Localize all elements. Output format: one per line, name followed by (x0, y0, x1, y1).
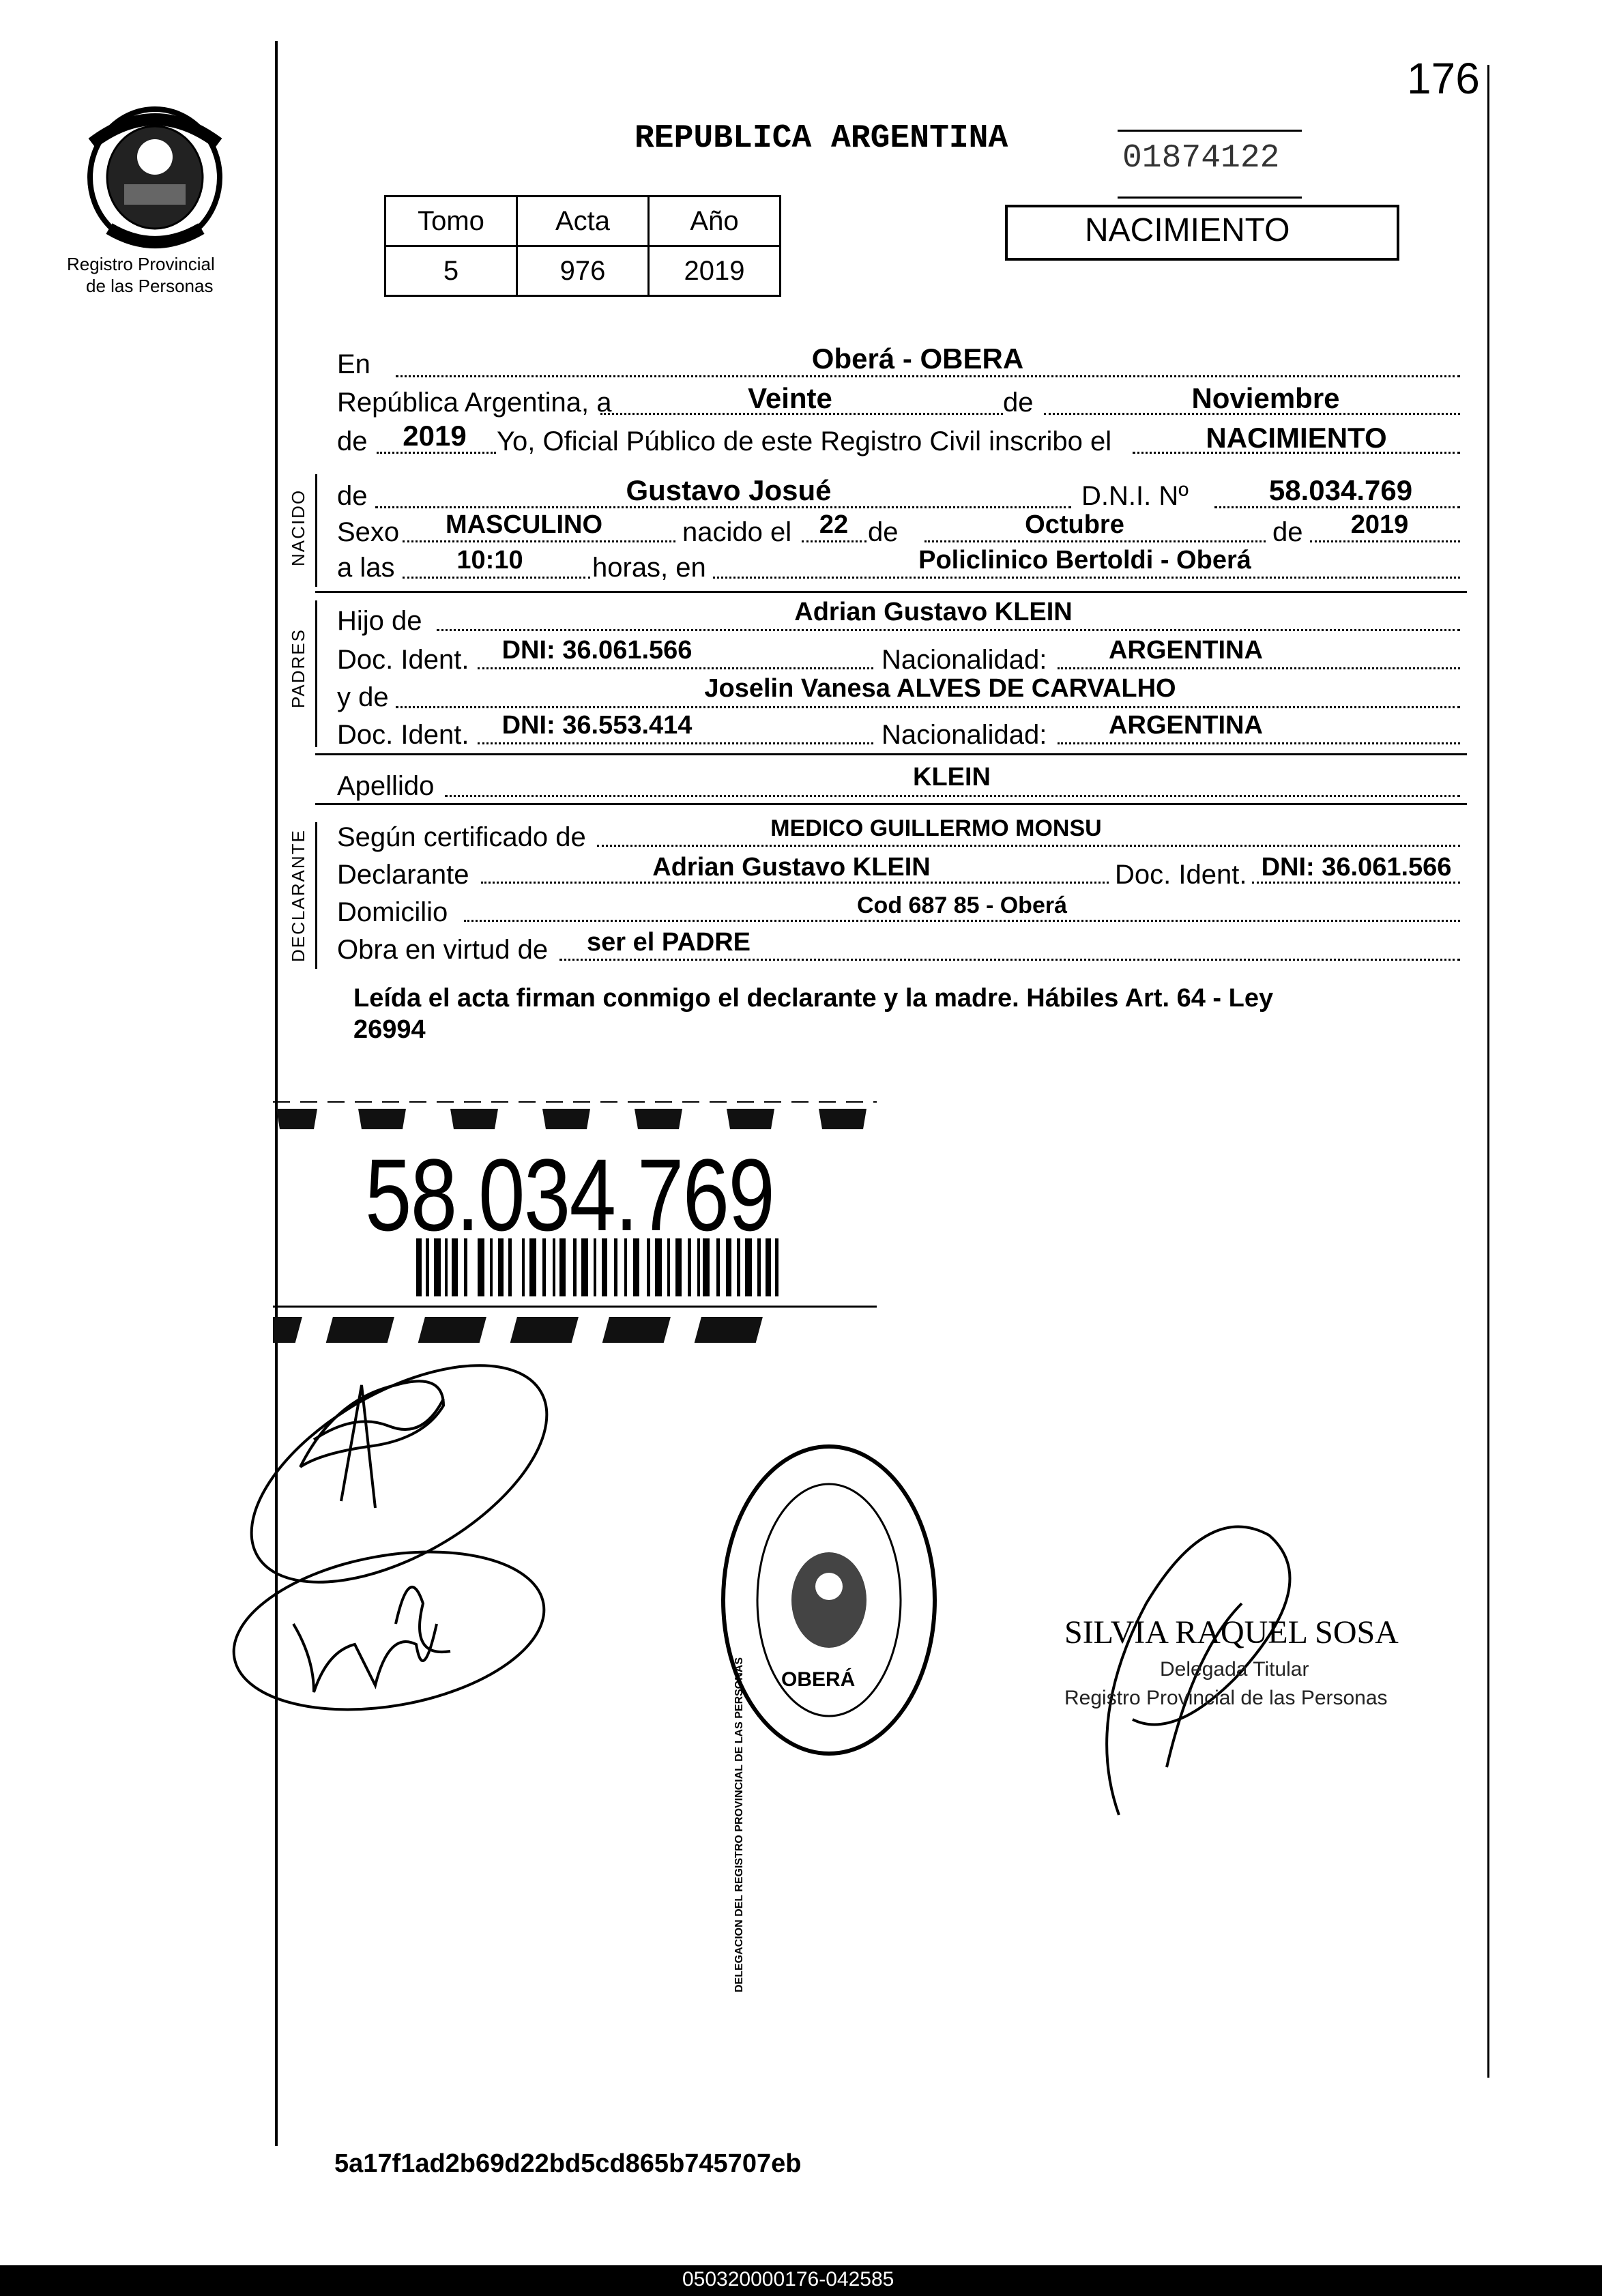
nacido-el-label: nacido el (682, 517, 792, 547)
declarante-bracket (315, 822, 317, 969)
apellido-label: Apellido (337, 771, 435, 801)
decl-label: Declarante (337, 860, 469, 890)
registry-label-2: de las Personas (86, 276, 214, 296)
de-label-1: de (1003, 388, 1034, 418)
country-title: REPUBLICA ARGENTINA (635, 120, 1008, 157)
office-seal-city: OBERÁ (781, 1668, 856, 1691)
registered: NACIMIENTO (1206, 422, 1387, 454)
dni-label: D.N.I. Nº (1081, 481, 1189, 511)
father-doc: DNI: 36.061.566 (501, 636, 693, 665)
nacido-de-label-2: de (868, 517, 899, 547)
ref-value-tomo: 5 (385, 246, 517, 296)
en-dots (396, 375, 1460, 377)
mother-doc-label: Doc. Ident. (337, 720, 469, 750)
ref-header-tomo: Tomo (385, 197, 517, 246)
dom-value: Cod 687 85 - Oberá (856, 892, 1068, 918)
sexo-dots (403, 540, 675, 542)
place: Oberá - OBERA (811, 343, 1024, 375)
obra-label: Obra en virtud de (337, 935, 549, 965)
ref-header-ano: Año (649, 197, 781, 246)
official-name: SILVIA RAQUEL SOSA (1064, 1614, 1399, 1651)
mother-nac-label: Nacionalidad: (882, 720, 1047, 750)
mother-nationality: ARGENTINA (1109, 711, 1263, 740)
act-type: NACIMIENTO (1085, 212, 1290, 248)
father-nationality: ARGENTINA (1109, 636, 1263, 665)
ref-header-acta: Acta (517, 197, 649, 246)
apellido-dots (445, 795, 1460, 797)
birth-place: Policlinico Bertoldi - Oberá (918, 546, 1251, 575)
dom-label: Domicilio (337, 897, 448, 927)
ref-table (384, 195, 781, 297)
obra-dots (559, 959, 1460, 961)
mother-doc-dots (478, 742, 873, 744)
right-margin-line (1487, 65, 1489, 2078)
hijo-label: Hijo de (337, 606, 422, 636)
closing-line-2: 26994 (353, 1015, 426, 1044)
obra-value: ser el PADRE (586, 928, 751, 957)
birth-month: Octubre (1025, 510, 1124, 539)
horas-label: horas, en (592, 553, 706, 583)
republica-label: República Argentina, a (337, 388, 612, 418)
ref-value-ano: 2019 (649, 246, 781, 296)
birth-day: 22 (819, 510, 849, 539)
de-label-2: de (337, 426, 368, 456)
father-doc-label: Doc. Ident. (337, 645, 469, 675)
padres-section-label: PADRES (288, 628, 308, 708)
month: Noviembre (1191, 382, 1340, 414)
padres-divider (315, 753, 1467, 755)
closing-line-1: Leída el acta firman conmigo el declarante y la madre. Hábiles Art. 64 - Ley (353, 984, 1274, 1013)
nacido-bracket (315, 474, 317, 587)
sticker-number: 58.034.769 (365, 1137, 774, 1252)
bmonth-dots (924, 540, 1266, 542)
bday-dots (802, 540, 866, 542)
cert-value: MEDICO GUILLERMO MONSU (770, 815, 1102, 841)
bplace-dots (713, 577, 1460, 579)
birth-time: 10:10 (456, 546, 523, 575)
sexo: MASCULINO (445, 510, 603, 539)
dom-dots (464, 920, 1460, 922)
decl-doc-label: Doc. Ident. (1115, 860, 1247, 890)
cert-dots (597, 845, 1460, 847)
official-office: Registro Provincial de las Personas (1064, 1687, 1388, 1709)
decl-value: Adrian Gustavo KLEIN (652, 853, 931, 882)
nacido-section-label: NACIDO (288, 489, 308, 566)
mother-doc: DNI: 36.553.414 (501, 711, 693, 740)
document-hash: 5a17f1ad2b69d22bd5cd865b745707eb (334, 2149, 802, 2178)
official-title: Delegada Titular (1160, 1658, 1309, 1681)
apellido-value: KLEIN (913, 763, 991, 791)
year: 2019 (403, 420, 467, 452)
mother-nat-dots (1058, 742, 1460, 744)
province-seal (82, 102, 229, 249)
padres-bracket (315, 600, 317, 747)
cert-label: Según certificado de (337, 822, 586, 852)
mother-dots (396, 706, 1460, 708)
birth-year: 2019 (1350, 510, 1409, 539)
declarante-section-label: DECLARANTE (288, 829, 308, 962)
footer-code: 050320000176-042585 (682, 2268, 894, 2291)
child-name: Gustavo Josué (626, 474, 832, 506)
nacido-divider (315, 591, 1467, 593)
decl-doc: DNI: 36.061.566 (1261, 853, 1452, 882)
sexo-label: Sexo (337, 517, 400, 547)
father-dots (437, 629, 1460, 631)
byear-dots (1310, 540, 1460, 542)
father-doc-dots (478, 667, 873, 669)
alas-label: a las (337, 553, 395, 583)
mother-name: Joselin Vanesa ALVES DE CARVALHO (704, 674, 1176, 703)
office-seal (716, 1436, 942, 1764)
day: Veinte (748, 382, 832, 414)
father-nat-dots (1058, 667, 1460, 669)
apellido-divider (315, 803, 1467, 805)
serial-number: 01874122 (1122, 140, 1280, 177)
office-seal-text: DELEGACION DEL REGISTRO PROVINCIAL DE LAS PERSONAS (733, 1657, 745, 1992)
oficial-text: Yo, Oficial Público de este Registro Civil inscribo el (497, 426, 1112, 456)
father-name: Adrian Gustavo KLEIN (794, 598, 1073, 626)
page-number: 176 (1407, 54, 1480, 103)
declarant-signature (218, 1331, 600, 1740)
father-nac-label: Nacionalidad: (882, 645, 1047, 675)
registry-label-1: Registro Provincial (67, 254, 215, 274)
en-label: En (337, 349, 370, 379)
nacido-de-label-3: de (1272, 517, 1303, 547)
nacido-de-label: de (337, 481, 368, 511)
yde-label: y de (337, 682, 389, 712)
ref-value-acta: 976 (517, 246, 649, 296)
left-margin-line (275, 41, 278, 2146)
child-dni: 58.034.769 (1268, 474, 1413, 506)
time-dots (403, 577, 590, 579)
